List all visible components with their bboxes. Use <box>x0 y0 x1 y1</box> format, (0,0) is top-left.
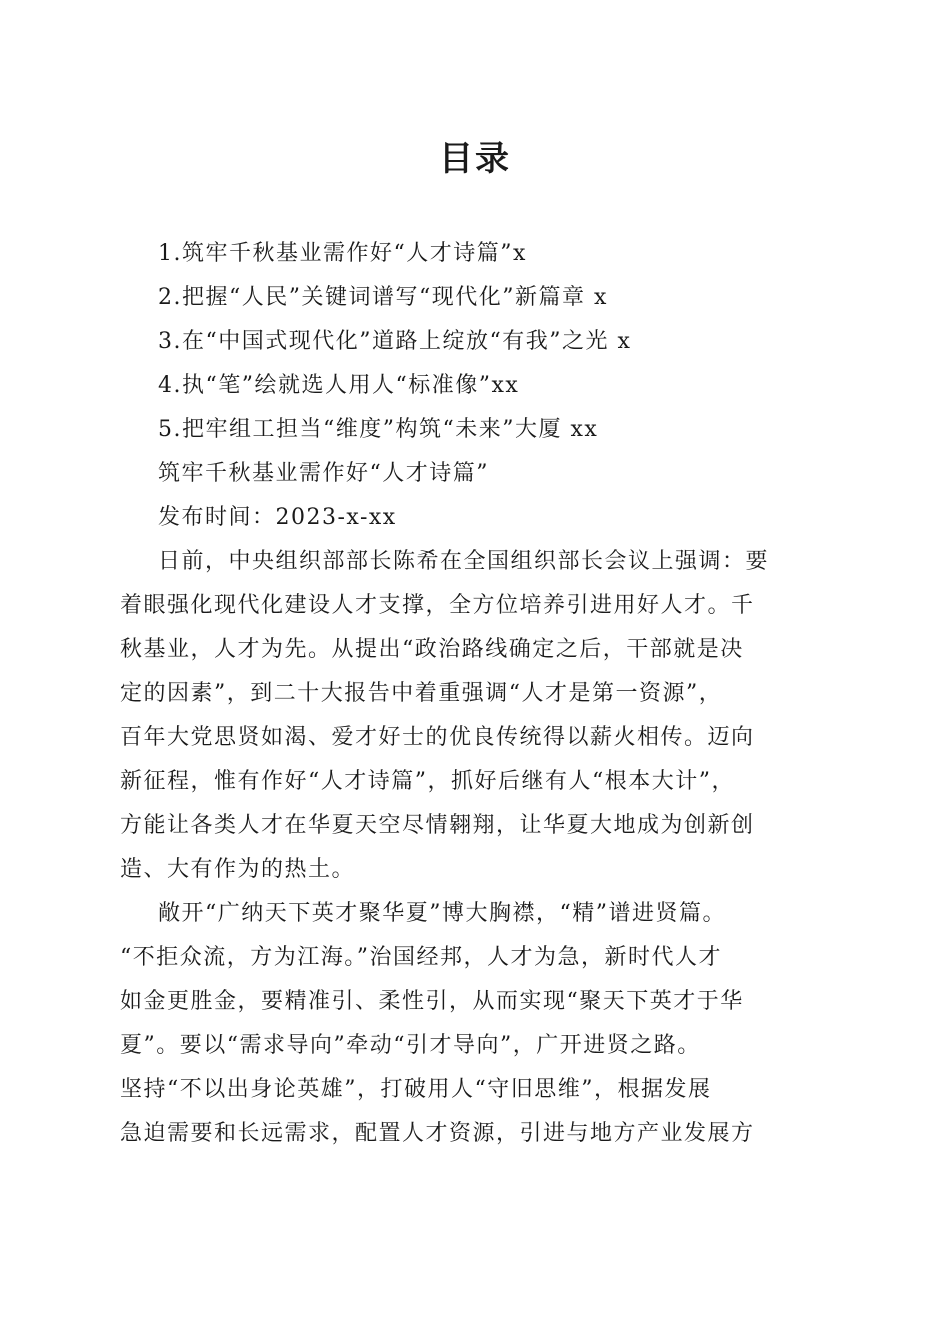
text-line: 日前，中央组织部部长陈希在全国组织部长会议上强调：要 <box>158 549 770 574</box>
toc-item[interactable]: 3.在“中国式现代化”道路上绽放“有我”之光 x <box>158 329 632 354</box>
article-body <box>120 540 830 1156</box>
text-line: 急迫需要和长远需求，配置人才资源，引进与地方产业发展方 <box>120 1121 755 1146</box>
text-line: 夏”。要以“需求导向”牵动“引才导向”，广开进贤之路。 <box>120 1033 701 1058</box>
text-line: 方能让各类人才在华夏天空尽情翱翔，让华夏大地成为创新创 <box>120 813 755 838</box>
paragraph <box>120 892 830 1156</box>
article-header <box>158 452 858 540</box>
text-line: “不拒众流，方为江海。”治国经邦，人才为急，新时代人才 <box>120 945 722 970</box>
toc-item[interactable]: 4.执“笔”绘就选人用人“标准像”xx <box>158 373 520 398</box>
text-line: 敞开“广纳天下英才聚华夏”博大胸襟，“精”谱进贤篇。 <box>158 901 726 926</box>
text-line: 定的因素”，到二十大报告中着重强调“人才是第一资源”， <box>120 681 723 706</box>
paragraph <box>120 540 830 892</box>
page-title: 目录 <box>439 139 511 179</box>
toc-item[interactable]: 5.把牢组工担当“维度”构筑“未来”大厦 xx <box>158 417 599 442</box>
text-line: 造、大有作为的热土。 <box>120 857 356 882</box>
toc-item[interactable]: 2.把握“人民”关键词谱写“现代化”新篇章 x <box>158 285 608 310</box>
toc-item[interactable]: 1.筑牢千秋基业需作好“人才诗篇”x <box>158 241 527 266</box>
text-line: 百年大党思贤如渴、爱才好士的优良传统得以薪火相传。迈向 <box>120 725 755 750</box>
text-line: 如金更胜金，要精准引、柔性引，从而实现“聚天下英才于华 <box>120 989 744 1014</box>
article-title: 筑牢千秋基业需作好“人才诗篇” <box>158 461 489 486</box>
table-of-contents <box>158 232 878 452</box>
text-line: 秋基业，人才为先。从提出“政治路线确定之后，干部就是决 <box>120 637 744 662</box>
text-line: 新征程，惟有作好“人才诗篇”，抓好后继有人“根本大计”， <box>120 769 735 794</box>
text-line: 坚持“不以出身论英雄”，打破用人“守旧思维”，根据发展 <box>120 1077 712 1102</box>
text-line: 着眼强化现代化建设人才支撑，全方位培养引进用好人才。千 <box>120 593 755 618</box>
publish-date: 发布时间：2023-x-xx <box>158 505 397 530</box>
